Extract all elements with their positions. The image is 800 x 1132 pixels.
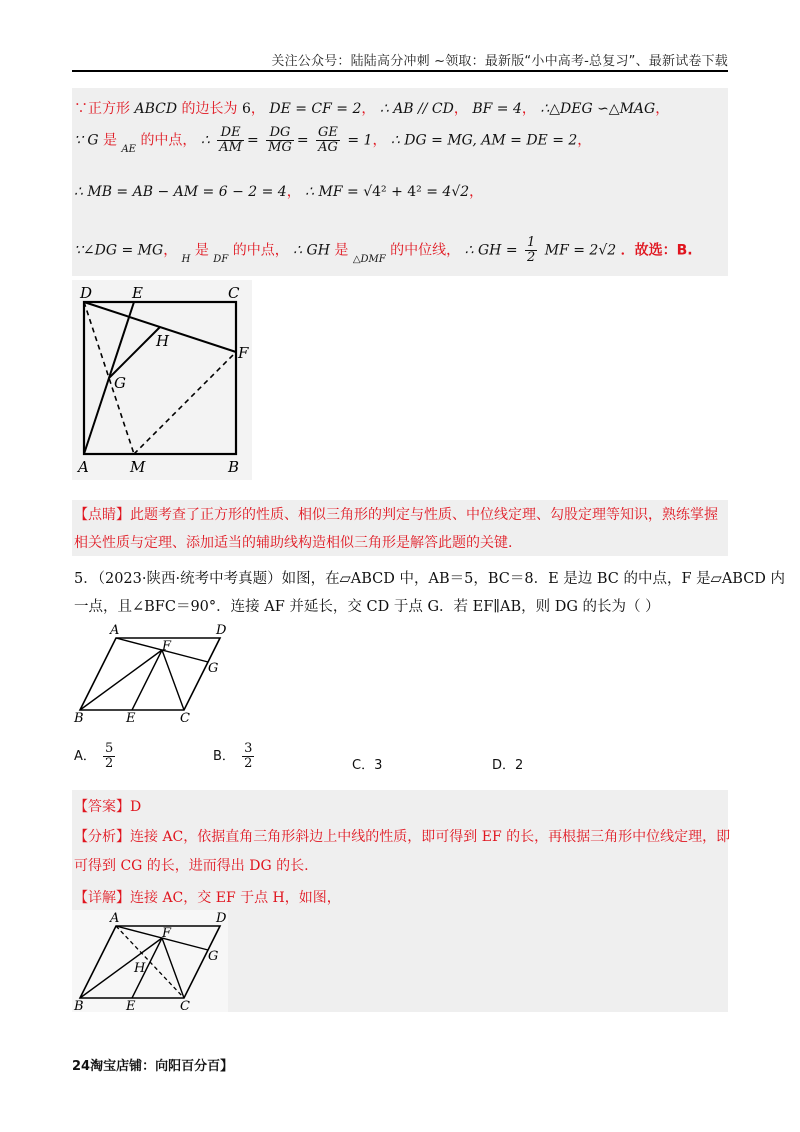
- label-D: D: [216, 623, 227, 638]
- label-D: D: [80, 284, 93, 302]
- option-d[interactable]: D．2: [492, 758, 524, 773]
- math: ∴: [200, 132, 210, 149]
- page-footer: 24淘宝店铺：向阳百分百】: [72, 1059, 234, 1074]
- math: ∴ GH: [293, 242, 330, 259]
- fraction-dg-mg: [266, 126, 294, 155]
- numerator: DE: [217, 126, 244, 141]
- math-sqrt: √4² + 4²: [363, 184, 422, 200]
- math: ∵ G: [74, 132, 99, 149]
- label-C: C: [180, 711, 190, 724]
- numerator: GE: [318, 125, 338, 140]
- math: △DMF: [352, 253, 386, 265]
- text: 是: [334, 242, 349, 259]
- denominator: 2: [527, 250, 536, 265]
- option-b-label: B．: [213, 749, 235, 764]
- option-a-fraction: [103, 742, 115, 771]
- figure-parallelogram: [70, 622, 230, 724]
- comment-line-1: 【点睛】此题考查了正方形的性质、相似三角形的判定与性质、中位线定理、勾股定理等知识，熟练掌握: [74, 507, 718, 523]
- option-a-label: A．: [74, 749, 96, 764]
- label-G: G: [208, 949, 219, 964]
- figure-square: [72, 280, 252, 480]
- label-F: F: [162, 926, 172, 941]
- label-B: B: [74, 999, 84, 1012]
- label-C: C: [228, 284, 240, 302]
- option-a[interactable]: [74, 742, 118, 771]
- numerator: 1: [527, 235, 536, 250]
- figure-bg: [72, 280, 252, 480]
- question-line-2: 一点，且∠BFC＝90°．连接 AF 并延长，交 CD 于点 G．若 EF∥AB，则 DG 的长为（ ）: [74, 599, 660, 615]
- text: ，: [453, 101, 468, 117]
- text: ，: [521, 101, 536, 117]
- denominator: AG: [318, 140, 338, 155]
- math: MF = 2√2: [544, 242, 617, 259]
- text: 是: [194, 242, 209, 259]
- text: 的中点，: [232, 242, 289, 259]
- solution-line-4: [74, 236, 693, 265]
- comment-line-2: 相关性质与定理、添加适当的辅助线构造相似三角形是解答此题的关键.: [74, 535, 513, 551]
- text: ，: [286, 184, 301, 200]
- solution-line-1: [74, 98, 669, 118]
- segment-EF: [132, 650, 162, 710]
- denominator: 2: [244, 756, 253, 771]
- math: DE = CF = 2: [269, 101, 362, 117]
- text: 的中位线，: [390, 242, 461, 259]
- analysis-line-1: 【分析】连接 AC，依据直角三角形斜边上中线的性质，即可得到 EF 的长，再根据三角形中位线定理，即: [74, 829, 731, 845]
- math: ∴ MF =: [305, 184, 359, 200]
- math: = 1: [347, 132, 373, 149]
- fraction-one-half: [525, 236, 537, 265]
- numerator: 5: [105, 741, 114, 756]
- detail-line: 【详解】连接 AC，交 EF 于点 H，如图，: [74, 890, 341, 906]
- label-E: E: [126, 711, 136, 724]
- figure-parallelogram-h: [72, 910, 228, 1012]
- option-c[interactable]: C．3: [352, 758, 383, 773]
- text: ∵正方形: [74, 101, 130, 117]
- segment-CF: [162, 650, 184, 710]
- fraction-ge-ag: [316, 126, 340, 155]
- label-C: C: [180, 999, 190, 1012]
- page-header: 关注公众号：陆陆高分冲刺 ~领取：最新版“小中高考-总复习”、最新试卷下载: [271, 54, 728, 69]
- header-rule: [72, 70, 728, 72]
- label-H: H: [134, 961, 146, 976]
- label-F: F: [238, 344, 249, 362]
- math: = 4√2: [426, 184, 470, 200]
- math: ABCD: [134, 101, 178, 117]
- option-b-fraction: [242, 742, 254, 771]
- numerator: DG: [266, 126, 294, 141]
- label-G: G: [114, 374, 126, 392]
- text: ，: [655, 101, 670, 117]
- math: ∵∠DG = MG: [74, 242, 164, 259]
- label-F: F: [162, 639, 172, 654]
- math: ∴ AB // CD: [379, 101, 454, 117]
- math: DF: [213, 253, 229, 265]
- text: 是: [103, 132, 117, 149]
- label-E: E: [132, 284, 143, 302]
- solution-line-2: ∵ G 是 $_{AE}$ 的中点， ∴ $\frac{DE}{AM}$ = $\frac{DG}{MG}$ = $\frac{GE}{AG}$ = 1， ∴ DG = MG, AM = DE = 2，: [74, 125, 592, 155]
- label-B: B: [74, 711, 84, 724]
- label-H: H: [156, 332, 170, 350]
- math: H: [181, 253, 191, 265]
- math: 6: [241, 101, 251, 117]
- label-A: A: [110, 623, 120, 638]
- label-A: A: [78, 458, 89, 476]
- text: ，: [469, 184, 484, 200]
- text: 的中点，: [140, 132, 197, 149]
- question-line-1: 5．（2023·陕西·统考中考真题）如图，在▱ABCD 中，AB＝5，BC＝8．E 是边 BC 的中点，F 是▱ABCD 内: [74, 571, 786, 587]
- text: ，: [372, 132, 387, 149]
- segment-BF: [80, 650, 162, 710]
- math: ∴ MB = AB − AM = 6 − 2 = 4: [74, 184, 287, 200]
- solution-line-3: [74, 181, 483, 201]
- math: ∴ GH =: [464, 242, 518, 259]
- fraction-de-am: [217, 126, 244, 155]
- denominator: AM: [219, 140, 242, 155]
- numerator: 3: [244, 741, 253, 756]
- denominator: 2: [105, 756, 114, 771]
- text: ，: [577, 132, 592, 149]
- text: 的边长为: [181, 101, 238, 117]
- math: BF = 4: [472, 101, 522, 117]
- math: ∴ DG = MG, AM = DE = 2: [390, 132, 578, 149]
- answer-line: 【答案】D: [74, 799, 142, 815]
- text: ．故选：B.: [620, 242, 693, 259]
- text: ，: [163, 242, 178, 259]
- math: AE: [121, 143, 136, 155]
- label-A: A: [110, 911, 120, 926]
- label-M: M: [130, 458, 146, 476]
- label-D: D: [216, 911, 227, 926]
- label-G: G: [208, 661, 219, 676]
- math: ∴△DEG ∽△MAG: [540, 101, 656, 117]
- label-B: B: [228, 458, 240, 476]
- option-b[interactable]: [213, 742, 257, 771]
- label-E: E: [126, 999, 136, 1012]
- analysis-line-2: 可得到 CG 的长，进而得出 DG 的长.: [74, 858, 309, 874]
- denominator: MG: [268, 140, 292, 155]
- text: ，: [250, 101, 265, 117]
- text: ，: [361, 101, 376, 117]
